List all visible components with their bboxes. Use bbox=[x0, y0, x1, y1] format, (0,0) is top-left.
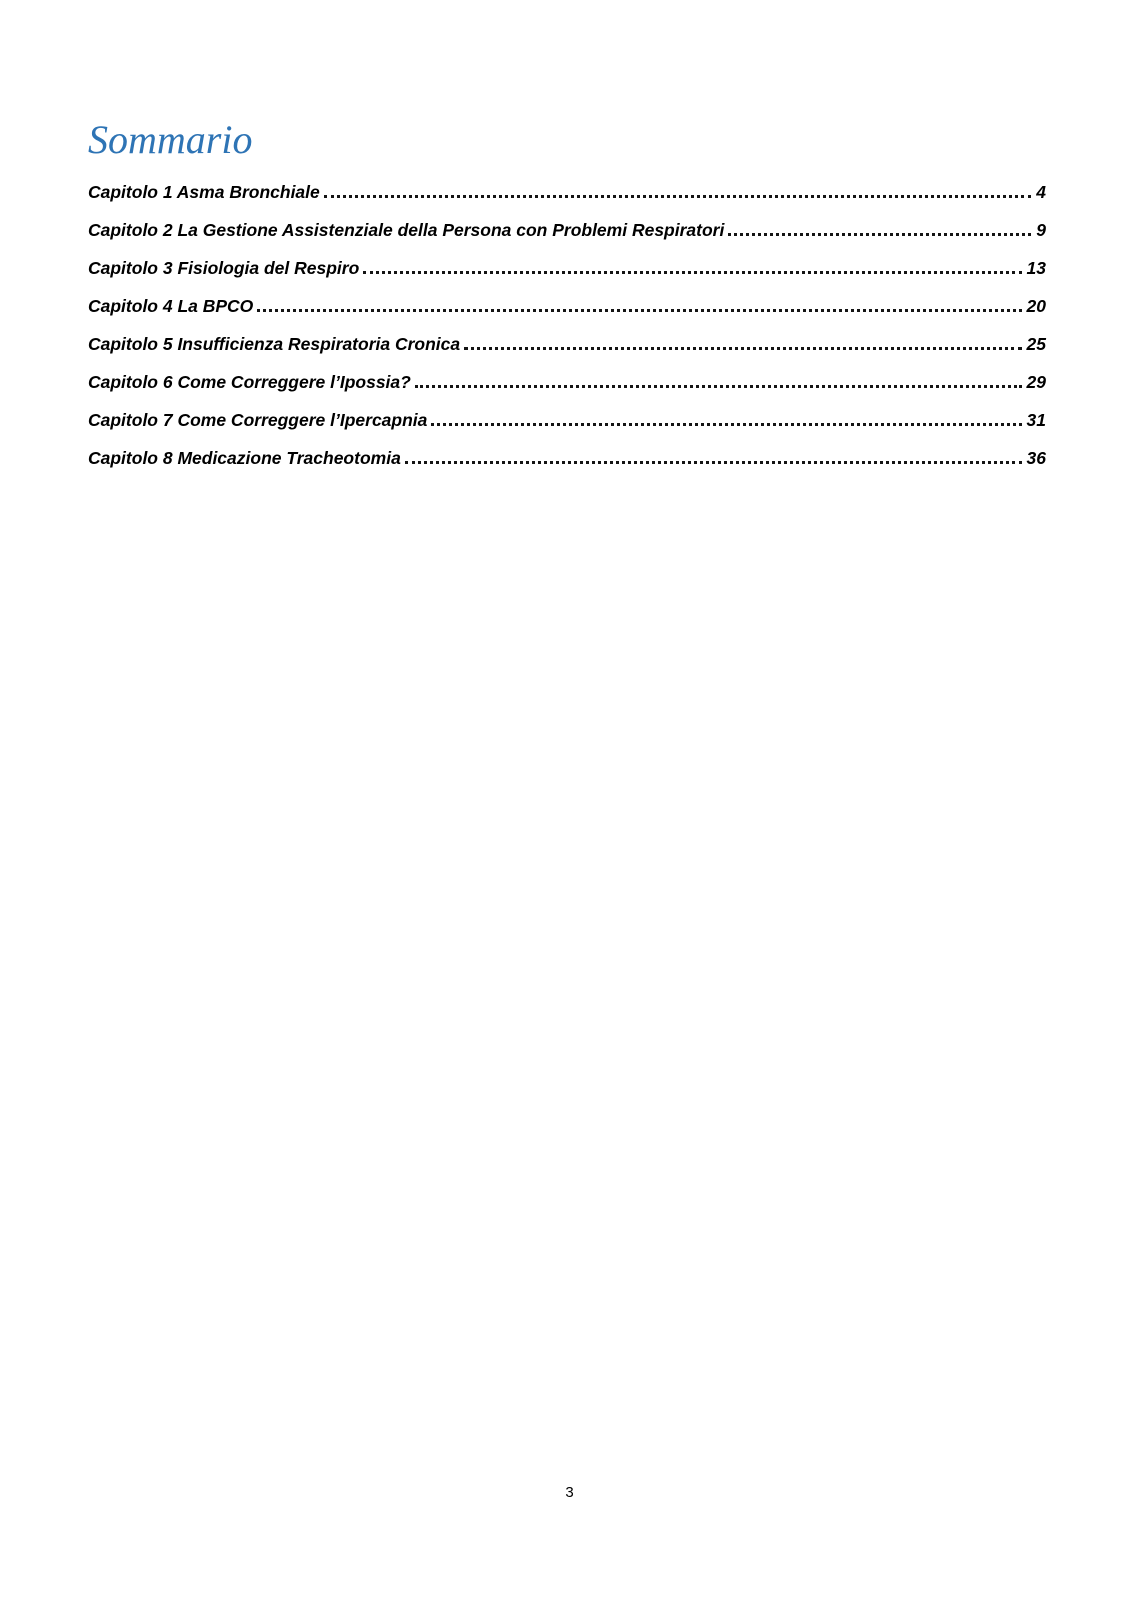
dotted-leader bbox=[405, 461, 1022, 464]
dotted-leader bbox=[324, 195, 1032, 198]
toc-entry[interactable] bbox=[88, 446, 1046, 484]
toc-entry-label: Capitolo 6 Come Correggere l’Ipossia? bbox=[88, 372, 411, 392]
toc-entry-label: Capitolo 1 Asma Bronchiale bbox=[88, 182, 320, 202]
toc-entry[interactable] bbox=[88, 294, 1046, 332]
toc-entry[interactable] bbox=[88, 218, 1046, 256]
toc-entry-page: 36 bbox=[1026, 448, 1046, 468]
toc-entry-page: 29 bbox=[1026, 372, 1046, 392]
toc-entry-label: Capitolo 4 La BPCO bbox=[88, 296, 254, 316]
toc-entry-page: 20 bbox=[1026, 296, 1046, 316]
toc-title: Sommario bbox=[88, 117, 253, 162]
toc-entry-page: 9 bbox=[1036, 220, 1046, 240]
page-footer bbox=[0, 1484, 1139, 1501]
dotted-leader bbox=[431, 423, 1021, 426]
dotted-leader bbox=[728, 233, 1031, 236]
toc-entry[interactable] bbox=[88, 180, 1046, 218]
toc-entry[interactable] bbox=[88, 332, 1046, 370]
toc-entry-page: 31 bbox=[1026, 410, 1046, 430]
toc-entry-label: Capitolo 3 Fisiologia del Respiro bbox=[88, 258, 360, 278]
toc-entry-label: Capitolo 7 Come Correggere l’Ipercapnia bbox=[88, 410, 428, 430]
dotted-leader bbox=[464, 347, 1021, 350]
toc-entry[interactable] bbox=[88, 370, 1046, 408]
page-number: 3 bbox=[565, 1484, 574, 1501]
toc-entry-page: 13 bbox=[1026, 258, 1046, 278]
dotted-leader bbox=[363, 271, 1021, 274]
dotted-leader bbox=[415, 385, 1022, 388]
toc-entry-label: Capitolo 8 Medicazione Tracheotomia bbox=[88, 448, 401, 468]
toc-entry-label: Capitolo 2 La Gestione Assistenziale della Persona con Problemi Respiratori bbox=[88, 220, 725, 240]
toc-entry-label: Capitolo 5 Insufficienza Respiratoria Cronica bbox=[88, 334, 461, 354]
toc-entry[interactable] bbox=[88, 256, 1046, 294]
table-of-contents bbox=[88, 180, 1046, 484]
toc-entry-page: 25 bbox=[1026, 334, 1046, 354]
toc-entry-page: 4 bbox=[1036, 182, 1046, 202]
dotted-leader bbox=[257, 309, 1021, 312]
toc-entry[interactable] bbox=[88, 408, 1046, 446]
